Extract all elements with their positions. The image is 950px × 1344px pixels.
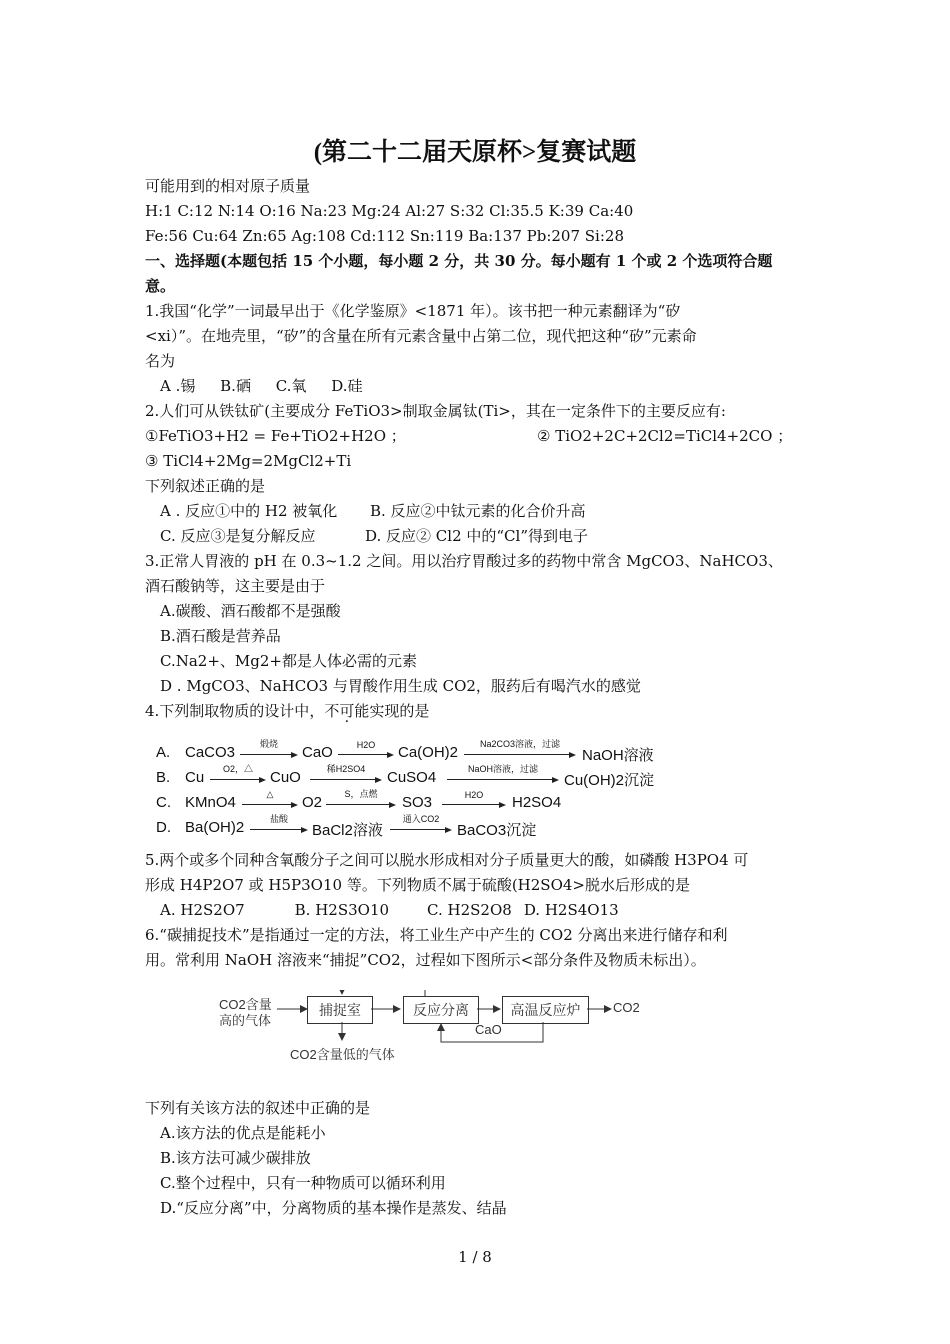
q2-option-c: C. 反应③是复分解反应 <box>160 527 316 545</box>
q6-option-b: B.该方法可减少碳排放 <box>160 1149 311 1167</box>
atomic-mass-heading: 可能用到的相对原子质量 <box>145 177 311 195</box>
q4-stem <box>145 699 815 723</box>
q2-line-1: 2.人们可从铁钛矿(主要成分 FeTiO3>制取金属钛(Ti>，其在一定条件下的主要反应有: <box>145 402 726 420</box>
q2-option-a: A . 反应①中的 H2 被氧化 <box>160 502 338 520</box>
q2-option-d: D. 反应② Cl2 中的“Cl”得到电子 <box>365 527 588 545</box>
arrow-condition: 盐酸 <box>269 814 288 824</box>
page-title: (第二十二届天原杯>复赛试题 <box>313 139 637 166</box>
flow-box-furnace: 高温反应炉 <box>502 996 589 1024</box>
q1-option-b: B.硒 <box>220 377 251 395</box>
scheme-species: CaCO3 <box>185 744 236 761</box>
scheme-label: A. <box>156 744 171 761</box>
reaction-arrow <box>464 738 576 758</box>
arrow-condition: 通入CO2 <box>402 814 440 824</box>
arrow-condition: H2O <box>356 740 376 750</box>
q2-options-ab <box>160 499 830 523</box>
arrow-condition: 煅烧 <box>259 739 278 749</box>
atomic-mass-row-1: H:1 C:12 N:14 O:16 Na:23 Mg:24 Al:27 S:32 Cl:35.5 K:39 Ca:40 <box>145 202 634 220</box>
reaction-arrow <box>338 738 394 758</box>
scheme-species: CuSO4 <box>387 769 437 786</box>
q2-reaction-1: ①FeTiO3+H2 = Fe+TiO2+H2O ； <box>145 427 406 445</box>
arrow-condition: NaOH溶液，过滤 <box>467 764 538 774</box>
scheme-species: Cu(OH)2沉淀 <box>564 772 655 789</box>
q5-options <box>160 898 830 922</box>
q3-option-b: B.酒石酸是营养品 <box>160 627 281 645</box>
reaction-arrow <box>210 763 266 783</box>
flow-input-line-2: 高的气体 <box>219 1013 272 1028</box>
q1-option-c: C.氧 <box>275 377 307 395</box>
scheme-species: NaOH溶液 <box>582 747 654 764</box>
q3-option-c: C.Na2+、Mg2+都是人体必需的元素 <box>160 652 417 670</box>
q1-options <box>160 374 830 398</box>
flow-bottom-output: CO2含量低的气体 <box>290 1047 395 1062</box>
scheme-species: O2 <box>302 794 323 811</box>
scheme-label: B. <box>156 769 171 786</box>
scheme-species: Ba(OH)2 <box>185 819 245 836</box>
scheme-species: CuO <box>270 769 301 786</box>
reaction-arrow <box>390 813 452 833</box>
section-heading-line-2: 意。 <box>145 277 176 295</box>
q6-line-2: 用。常利用 NaOH 溶液来“捕捉”CO2，过程如下图所示<部分条件及物质未标出）。 <box>145 951 706 969</box>
q5-option-a: A. H2S2O7 <box>160 901 245 919</box>
atomic-mass-row-2: Fe:56 Cu:64 Zn:65 Ag:108 Cd:112 Sn:119 Ba:137 Pb:207 Si:28 <box>145 227 624 245</box>
q1-line-2: <xi）”。在地壳里，“矽”的含量在所有元素含量中占第二位，现代把这种“矽”元素命 <box>145 327 697 345</box>
flow-recycle-label: CaO <box>475 1022 502 1037</box>
carbon-capture-flow-diagram <box>215 990 675 1070</box>
q2-stem: 下列叙述正确的是 <box>145 477 266 495</box>
q3-option-d: D . MgCO3、NaHCO3 与胃酸作用生成 CO2，服药后有喝汽水的感觉 <box>160 677 641 695</box>
q2-options-cd <box>160 524 830 548</box>
q6-option-d: D.“反应分离”中，分离物质的基本操作是蒸发、结晶 <box>160 1199 507 1217</box>
scheme-species: Cu <box>185 769 205 786</box>
section-heading-line-1: 一、选择题(本题包括 15 个小题，每小题 2 分，共 30 分。每小题有 1 个或 2 个选项符合题 <box>145 252 773 270</box>
q6-option-a: A.该方法的优点是能耗小 <box>160 1124 326 1142</box>
scheme-species: CaO <box>302 744 333 761</box>
q5-option-b: B. H2S3O10 <box>294 901 390 919</box>
q6-option-c: C.整个过程中，只有一种物质可以循环利用 <box>160 1174 446 1192</box>
q1-line-3: 名为 <box>145 352 176 370</box>
flow-output: CO2 <box>613 1000 640 1015</box>
arrow-condition: S，点燃 <box>344 789 378 799</box>
q4-stem-pre: 4.下列制取物质的设计中， <box>145 702 325 720</box>
q5-line-2: 形成 H4P2O7 或 H5P3O10 等。下列物质不属于硫酸(H2SO4>脱水后形成的是 <box>145 876 690 894</box>
q4-stem-emphasis: 不可能 <box>324 702 370 720</box>
reaction-arrow <box>326 788 396 808</box>
arrow-condition: O2，△ <box>222 764 253 774</box>
q3-line-2: 酒石酸钠等，这主要是由于 <box>145 577 326 595</box>
scheme-species: H2SO4 <box>512 794 562 811</box>
reaction-arrow <box>310 763 382 783</box>
arrow-condition: 稀H2SO4 <box>326 764 366 774</box>
reaction-arrow <box>250 813 308 833</box>
q3-line-1: 3.正常人胃液的 pH 在 0.3~1.2 之间。用以治疗胃酸过多的药物中常含 MgCO3、NaHCO3、 <box>145 552 783 570</box>
q1-line-1: 1.我国“化学”一词最早出于《化学鉴原》<1871 年）。该书把一种元素翻译为“矽 <box>145 302 681 320</box>
q1-option-d: D.硅 <box>331 377 363 395</box>
arrow-condition: Na2CO3溶液，过滤 <box>479 739 561 749</box>
q2-reactions <box>145 424 815 448</box>
q2-reaction-3: ③ TiCl4+2Mg=2MgCl2+Ti <box>145 452 352 470</box>
arrow-condition: △ <box>266 789 274 799</box>
q2-option-b: B. 反应②中钛元素的化合价升高 <box>370 502 586 520</box>
reaction-arrow <box>242 788 298 808</box>
flow-box-capture-chamber: 捕捉室 <box>307 996 373 1024</box>
scheme-species: SO3 <box>402 794 433 811</box>
q1-option-a: A .锡 <box>160 377 196 395</box>
q5-option-d: D. H2S4O13 <box>523 901 619 919</box>
reaction-arrow <box>442 788 506 808</box>
scheme-species: BaCl2溶液 <box>312 822 383 839</box>
q3-option-a: A.碳酸、酒石酸都不是强酸 <box>160 602 341 620</box>
scheme-species: BaCO3沉淀 <box>457 822 537 839</box>
scheme-species: Ca(OH)2 <box>398 744 459 761</box>
scheme-species: KMnO4 <box>185 794 236 811</box>
q4-stem-post: 实现的是 <box>369 702 430 720</box>
flow-box-reaction-separation: 反应分离 <box>403 996 479 1024</box>
reaction-arrow <box>447 763 559 783</box>
arrow-condition: H2O <box>464 790 484 800</box>
q5-line-1: 5.两个或多个同种含氧酸分子之间可以脱水形成相对分子质量更大的酸，如磷酸 H3PO4 可 <box>145 851 749 869</box>
q6-stem: 下列有关该方法的叙述中正确的是 <box>145 1099 371 1117</box>
page-number: 1 / 8 <box>458 1248 492 1266</box>
reaction-arrow <box>240 738 298 758</box>
scheme-label: D. <box>156 819 171 836</box>
q2-reaction-2: ② TiO2+2C+2Cl2=TiCl4+2CO ； <box>537 427 793 445</box>
q4-scheme-d <box>150 813 710 843</box>
flow-input-line-1: CO2含量 <box>219 997 272 1012</box>
scheme-label: C. <box>156 794 171 811</box>
q5-option-c: C. H2S2O8 <box>427 901 512 919</box>
q6-line-1: 6.“碳捕捉技术”是指通过一定的方法，将工业生产中产生的 CO2 分离出来进行储存和利 <box>145 926 728 944</box>
